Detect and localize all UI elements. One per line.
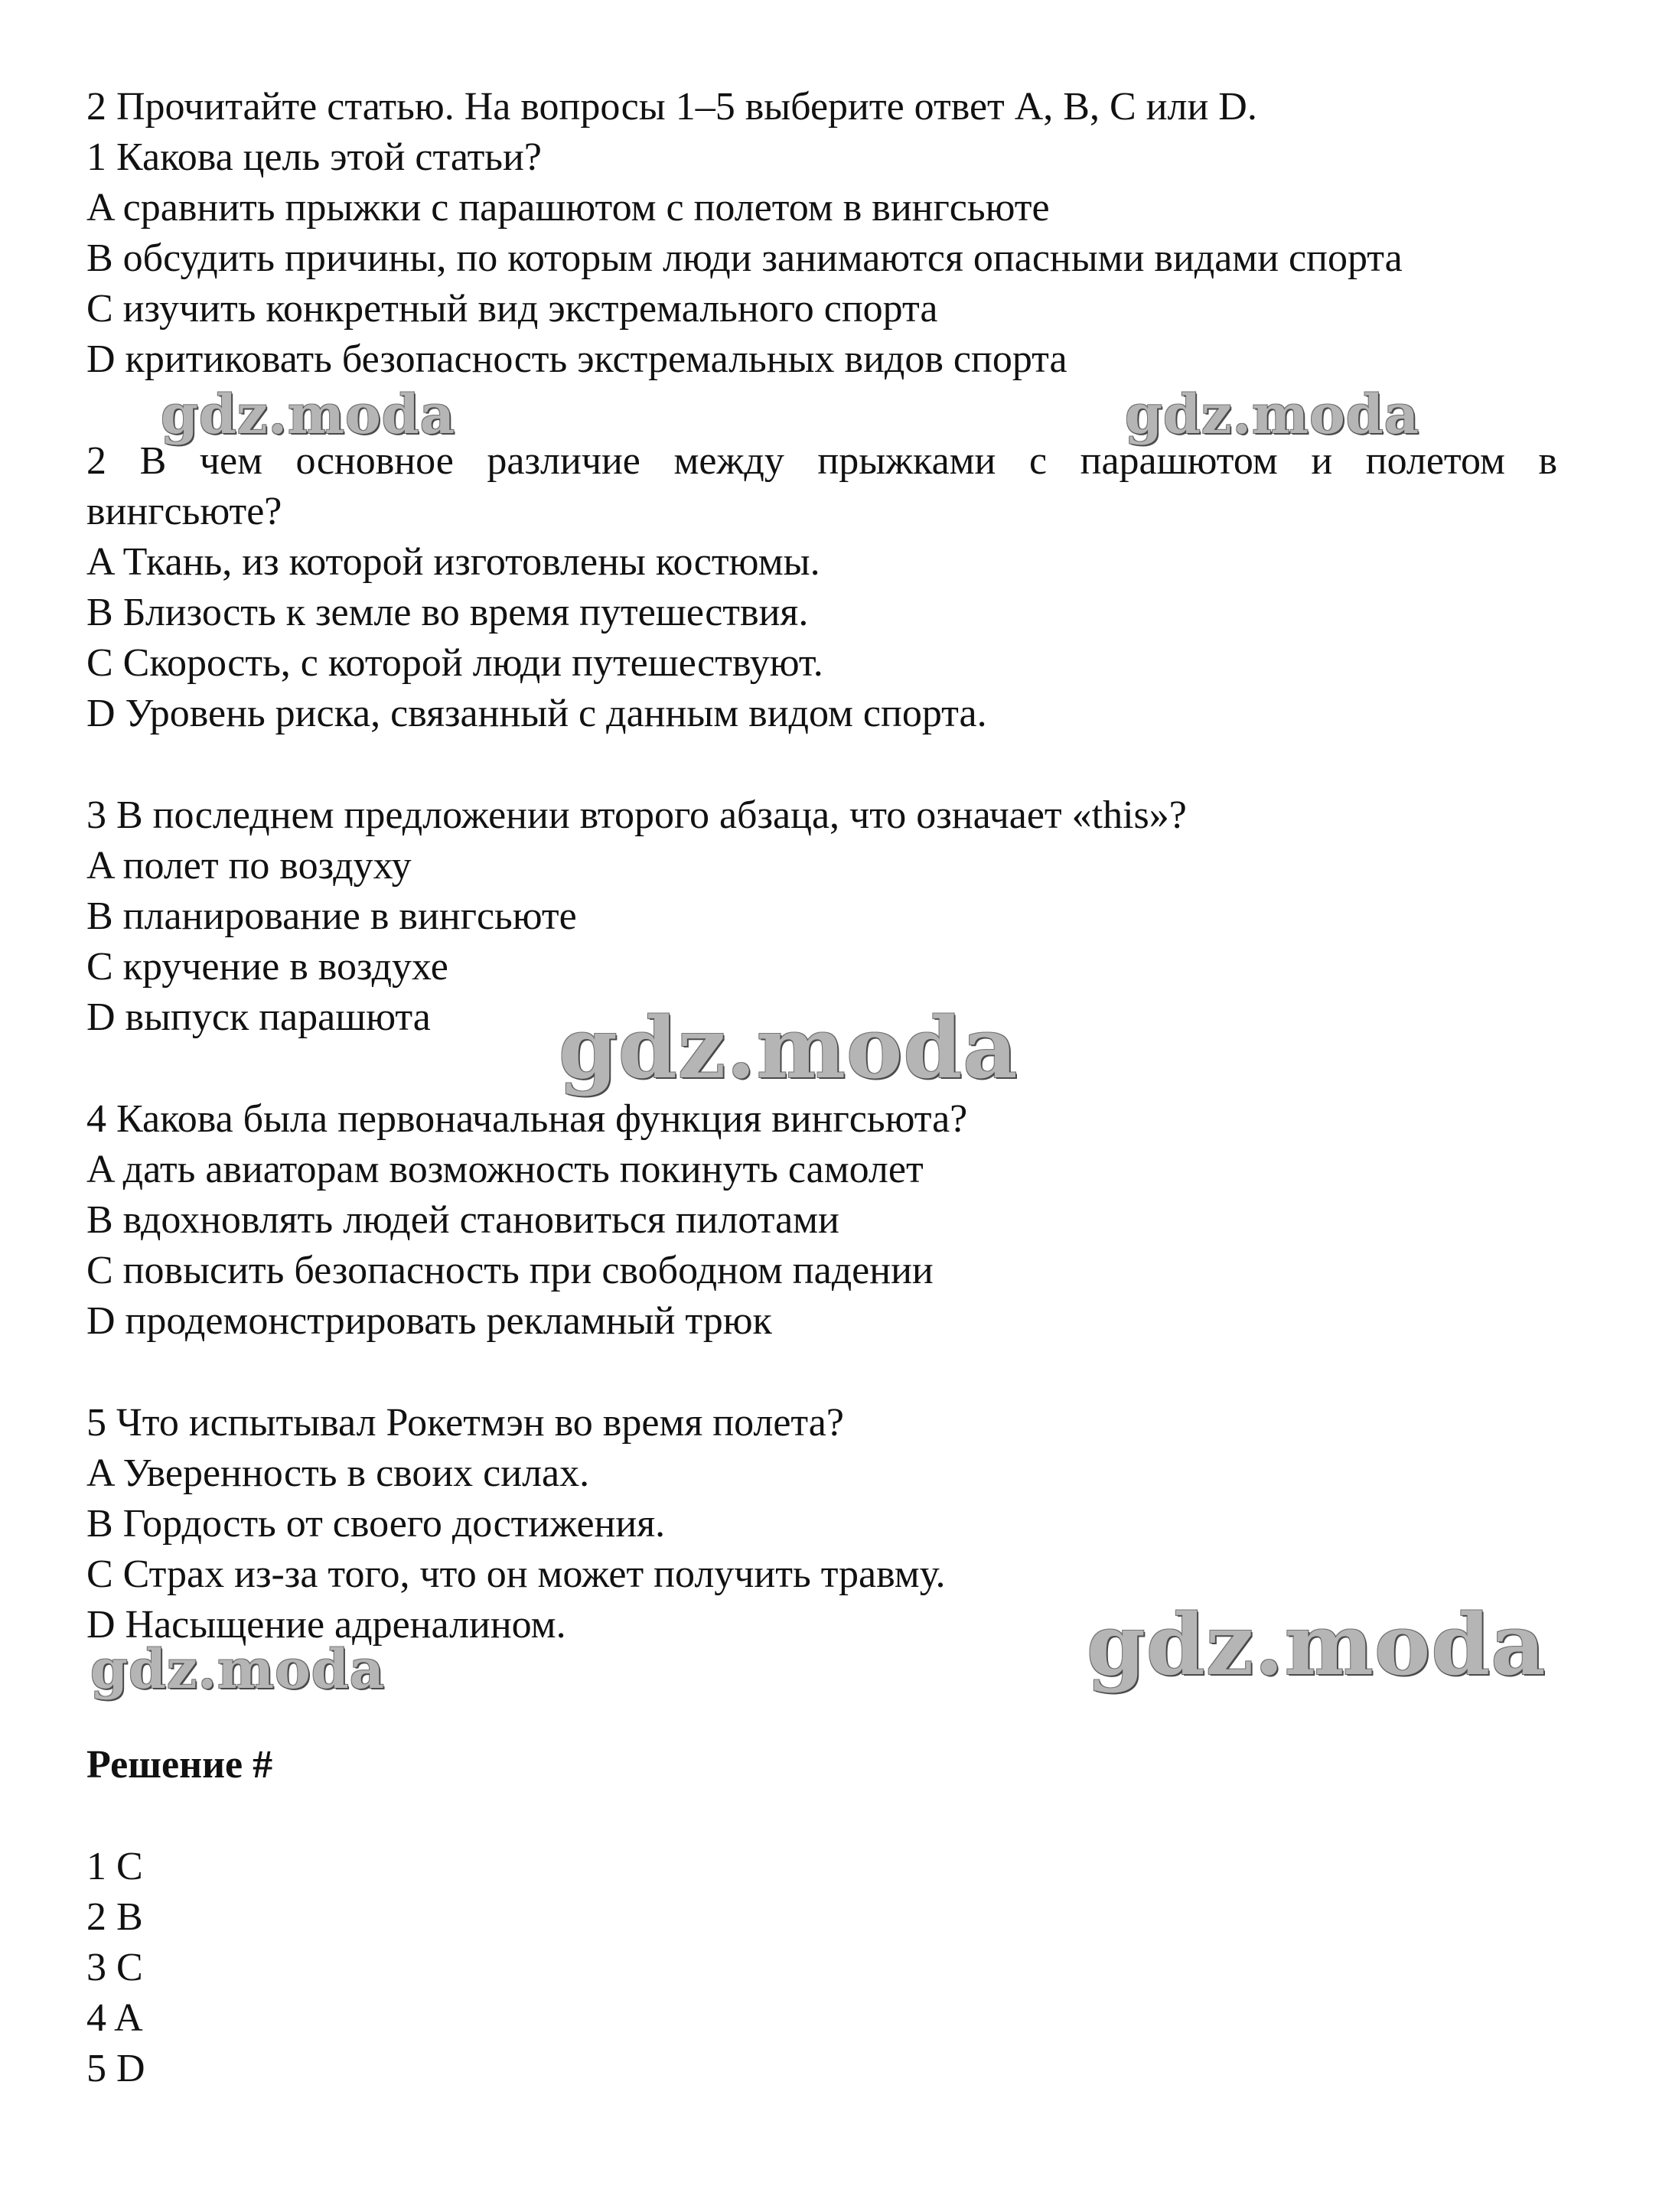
answer-5: 5 D [86, 2047, 145, 2090]
answer-1: 1 C [86, 1845, 143, 1888]
option-3b: B планирование в вингсьюте [86, 894, 577, 938]
option-2c: C Скорость, с которой люди путешествуют. [86, 641, 823, 685]
option-4a: A дать авиаторам возможность покинуть самолет [86, 1148, 924, 1191]
watermark: gdz.moda [90, 1637, 386, 1701]
question-1: 1 Какова цель этой статьи? [86, 135, 542, 179]
option-2a: A Ткань, из которой изготовлены костюмы. [86, 540, 820, 584]
question-5: 5 Что испытывал Рокетмэн во время полета? [86, 1401, 844, 1445]
option-2b: B Близость к земле во время путешествия. [86, 591, 809, 634]
option-1c: C изучить конкретный вид экстремального спорта [86, 287, 938, 331]
option-4d: D продемонстрировать рекламный трюк [86, 1299, 772, 1343]
watermark: gdz.moda [1087, 1595, 1547, 1694]
option-3d: D выпуск парашюта [86, 995, 431, 1039]
option-5b: B Гордость от своего достижения. [86, 1502, 666, 1546]
answer-3: 3 C [86, 1946, 143, 1989]
option-3c: C кручение в воздухе [86, 945, 448, 989]
watermark: gdz.moda [559, 998, 1019, 1097]
option-1a: A сравнить прыжки с парашютом с полетом в вингсьюте [86, 186, 1050, 230]
solution-heading: Решение # [86, 1743, 273, 1787]
question-2-line-2: вингсьюте? [86, 490, 282, 533]
option-5c: C Страх из-за того, что он может получить травму. [86, 1552, 946, 1596]
answer-2: 2 B [86, 1895, 143, 1939]
task-instruction: 2 Прочитайте статью. На вопросы 1–5 выберите ответ A, B, C или D. [86, 85, 1257, 129]
question-3: 3 В последнем предложении второго абзаца, что означает «this»? [86, 793, 1187, 837]
option-4b: B вдохновлять людей становиться пилотами [86, 1198, 839, 1242]
option-5d: D Насыщение адреналином. [86, 1603, 566, 1647]
option-1b: B обсудить причины, по которым люди занимаются опасными видами спорта [86, 236, 1403, 280]
answer-4: 4 A [86, 1996, 143, 2040]
option-5a: A Уверенность в своих силах. [86, 1451, 590, 1495]
question-2-line-1: 2 В чем основное различие между прыжками с парашютом и полетом в [86, 439, 1557, 483]
watermark: gdz.moda [1125, 383, 1420, 446]
question-4: 4 Какова была первоначальная функция вингсьюта? [86, 1097, 968, 1141]
option-2d: D Уровень риска, связанный с данным видом спорта. [86, 692, 987, 735]
option-3a: A полет по воздуху [86, 844, 412, 888]
option-1d: D критиковать безопасность экстремальных видов спорта [86, 337, 1067, 381]
option-4c: C повысить безопасность при свободном падении [86, 1249, 934, 1292]
watermark: gdz.moda [161, 383, 456, 446]
